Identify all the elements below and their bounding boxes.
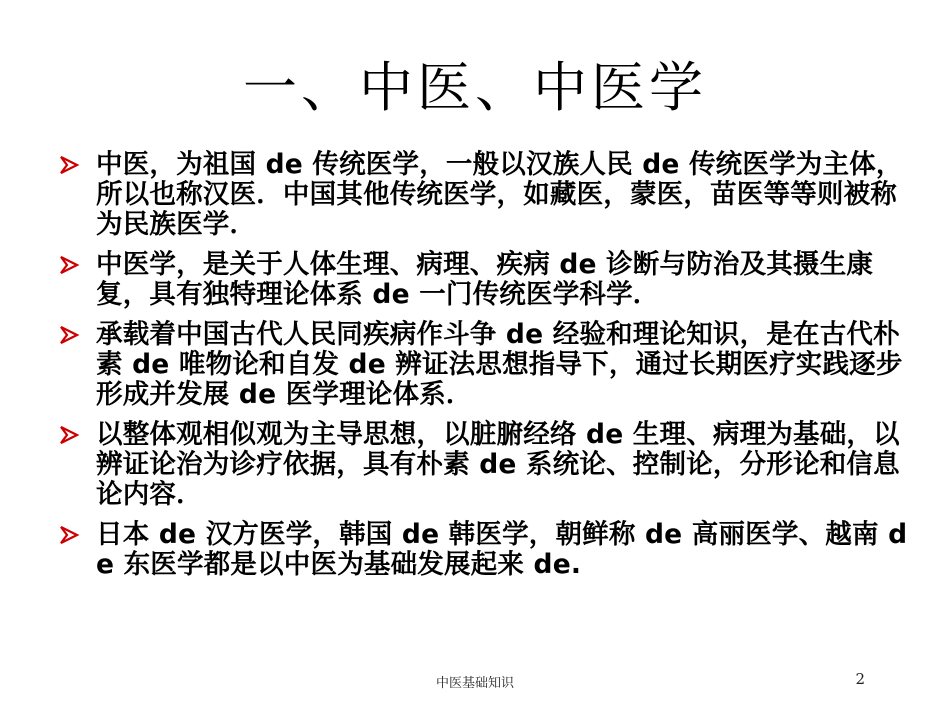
bullet-text: 中医学，是关于人体生理、病理、疾病 de 诊断与防治及其摄生康复，具有独特理论体系 de 一门传统医学科学．	[96, 249, 874, 310]
bullet-item	[58, 320, 908, 410]
arrowhead-bullet-icon	[58, 254, 80, 276]
bullet-item	[58, 520, 908, 580]
arrowhead-bullet-icon	[58, 324, 80, 346]
arrowhead-bullet-icon	[58, 154, 80, 176]
slide-title: 一、中医、中医学	[243, 56, 707, 119]
arrowhead-bullet-icon	[58, 424, 80, 446]
arrowhead-bullet-icon	[58, 524, 80, 546]
bullet-text: 中医，为祖国 de 传统医学，一般以汉族人民 de 传统医学为主体，所以也称汉医．中国其他传统医学，如藏医，蒙医，苗医等等则被称为民族医学．	[96, 149, 903, 240]
bullet-item	[58, 250, 908, 310]
page-number: 2	[855, 670, 865, 688]
bullet-text: 日本 de 汉方医学，韩国 de 韩医学，朝鲜称 de 高丽医学、越南 de 东医学都是以中医为基础发展起来 de.	[96, 519, 908, 580]
bullet-text: 承载着中国古代人民同疾病作斗争 de 经验和理论知识，是在古代朴素 de 唯物论和自发 de 辨证法思想指导下，通过长期医疗实践逐步形成并发展 de 医学理论体系．	[96, 319, 903, 410]
slide-footer: 中医基础知识	[435, 676, 514, 691]
bullet-list	[58, 150, 908, 590]
bullet-text: 以整体观相似观为主导思想，以脏腑经络 de 生理、病理为基础，以辨证论治为诊疗依据，具有朴素 de 系统论、控制论，分形论和信息论内容．	[96, 419, 900, 510]
bullet-item	[58, 420, 908, 510]
bullet-item	[58, 150, 908, 240]
